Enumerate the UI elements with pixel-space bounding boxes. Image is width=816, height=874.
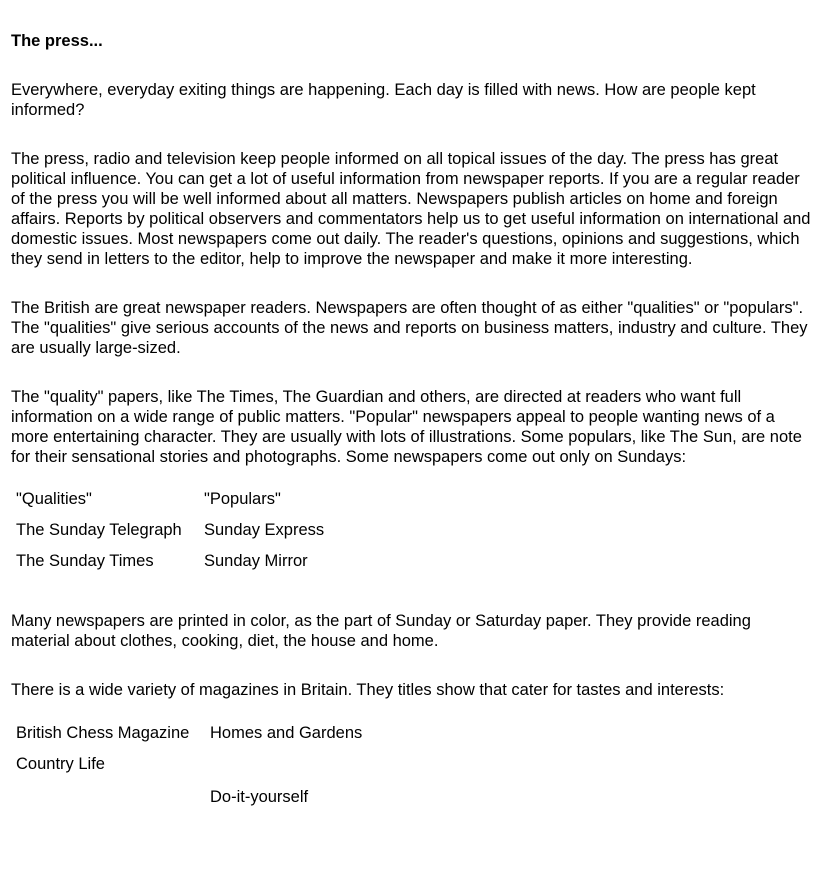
table-cell: British Chess Magazine bbox=[16, 724, 190, 742]
table-cell bbox=[210, 754, 362, 785]
table-cell: Do-it-yourself bbox=[210, 788, 309, 806]
magazines-table bbox=[16, 723, 362, 818]
table-cell: Sunday Mirror bbox=[204, 552, 308, 570]
table-cell bbox=[16, 785, 210, 818]
table-cell: The Sunday Times bbox=[16, 552, 154, 570]
table-cell: Country Life bbox=[16, 755, 105, 773]
table-row bbox=[16, 489, 324, 520]
table-row bbox=[16, 520, 324, 551]
table-row bbox=[16, 754, 362, 785]
table-cell: "Populars" bbox=[204, 490, 281, 508]
newspapers-table bbox=[16, 489, 324, 582]
table-row bbox=[16, 785, 362, 818]
table-row bbox=[16, 551, 324, 582]
table-cell: Sunday Express bbox=[204, 521, 325, 539]
paragraph-magazines: There is a wide variety of magazines in Britain. They titles show that cater for tastes and interests: bbox=[11, 681, 725, 699]
paragraph-intro: Everywhere, everyday exiting things are happening. Each day is filled with news. How are people kept informed? bbox=[11, 81, 756, 119]
document-title: The press... bbox=[11, 32, 103, 50]
table-row bbox=[16, 723, 362, 754]
paragraph-quality-papers: The "quality" papers, like The Times, The Guardian and others, are directed at readers who want full information on a wide range of public matters. "Popular" newspapers appeal to people wanting news of a more entertaining character. They are usually with lots of illustrations. Some populars, like The Sun, are note for their sensational stories and photographs. Some newspapers come out only on Sundays: bbox=[11, 388, 802, 466]
table-cell: The Sunday Telegraph bbox=[16, 521, 182, 539]
table-cell: Homes and Gardens bbox=[210, 724, 363, 742]
paragraph-british-readers: The British are great newspaper readers. Newspapers are often thought of as either "qualities" or "populars". The "qualities" give serious accounts of the news and reports on business matters, industry and culture. They are usually large-sized. bbox=[11, 299, 808, 357]
paragraph-press-influence: The press, radio and television keep people informed on all topical issues of the day. The press has great political influence. You can get a lot of useful information from newspaper reports. If you are a regular reader of the press you will be well informed about all matters. Newspapers publish articles on home and foreign affairs. Reports by political observers and commentators help us to get useful information on international and domestic issues. Most newspapers come out daily. The reader's questions, opinions and suggestions, which they send in letters to the editor, help to improve the newspaper and make it more interesting. bbox=[11, 150, 811, 268]
paragraph-color-printing: Many newspapers are printed in color, as the part of Sunday or Saturday paper. They provide reading material about clothes, cooking, diet, the house and home. bbox=[11, 612, 751, 650]
table-cell: "Qualities" bbox=[16, 490, 92, 508]
